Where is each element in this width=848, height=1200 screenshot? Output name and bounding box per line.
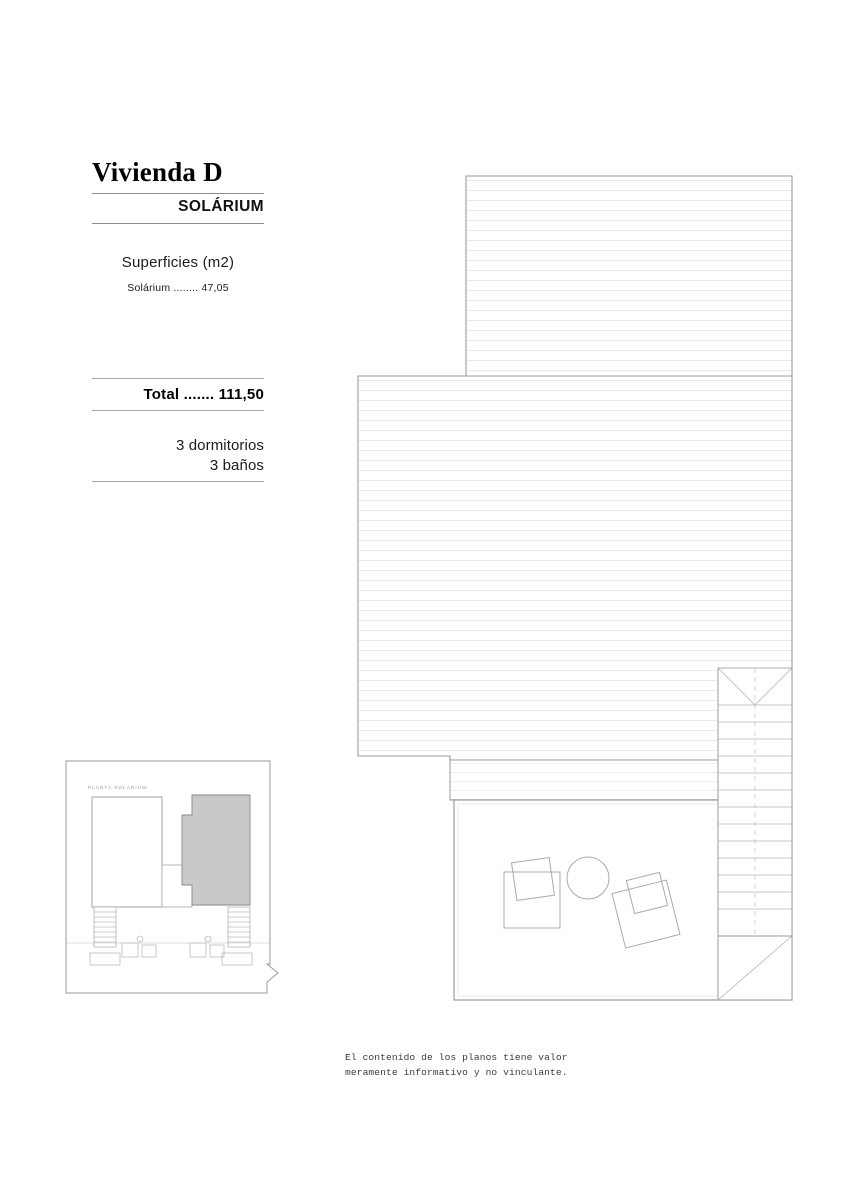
disclaimer bbox=[345, 1050, 675, 1081]
floorplan-svg bbox=[330, 160, 820, 1020]
page-subtitle: SOLÁRIUM bbox=[178, 198, 264, 216]
page-title: Vivienda D bbox=[92, 157, 223, 187]
key-plan bbox=[62, 757, 282, 997]
staircase bbox=[718, 668, 792, 1000]
rooms-bathrooms: 3 baños bbox=[209, 457, 264, 475]
divider-title bbox=[92, 193, 264, 194]
rooms-block bbox=[92, 437, 264, 482]
rooms-bedrooms: 3 dormitorios bbox=[176, 437, 264, 455]
key-plan-label: PLANTA SOLÁRIUM bbox=[88, 785, 148, 790]
divider-below-total bbox=[92, 410, 264, 411]
total-value: Total ....... 111,50 bbox=[143, 386, 264, 404]
key-plan-drawing bbox=[62, 757, 282, 997]
disclaimer-line-1: El contenido de los planos tiene valor bbox=[345, 1052, 568, 1063]
disclaimer-line-2: meramente informativo y no vinculante. bbox=[345, 1067, 568, 1079]
divider-below-rooms bbox=[92, 481, 264, 482]
total-block bbox=[92, 378, 264, 411]
solarium-upper-deck bbox=[466, 176, 792, 376]
key-plan-highlight-unit-d bbox=[182, 795, 250, 905]
surface-row: Solárium ........ 47,05 bbox=[127, 282, 229, 295]
info-panel bbox=[92, 158, 264, 482]
surfaces-heading: Superficies (m2) bbox=[121, 254, 235, 272]
floorplan-drawing bbox=[330, 160, 820, 1020]
divider-above-total bbox=[92, 378, 264, 379]
divider-subtitle bbox=[92, 223, 264, 224]
key-plan-unit-left bbox=[92, 797, 162, 907]
